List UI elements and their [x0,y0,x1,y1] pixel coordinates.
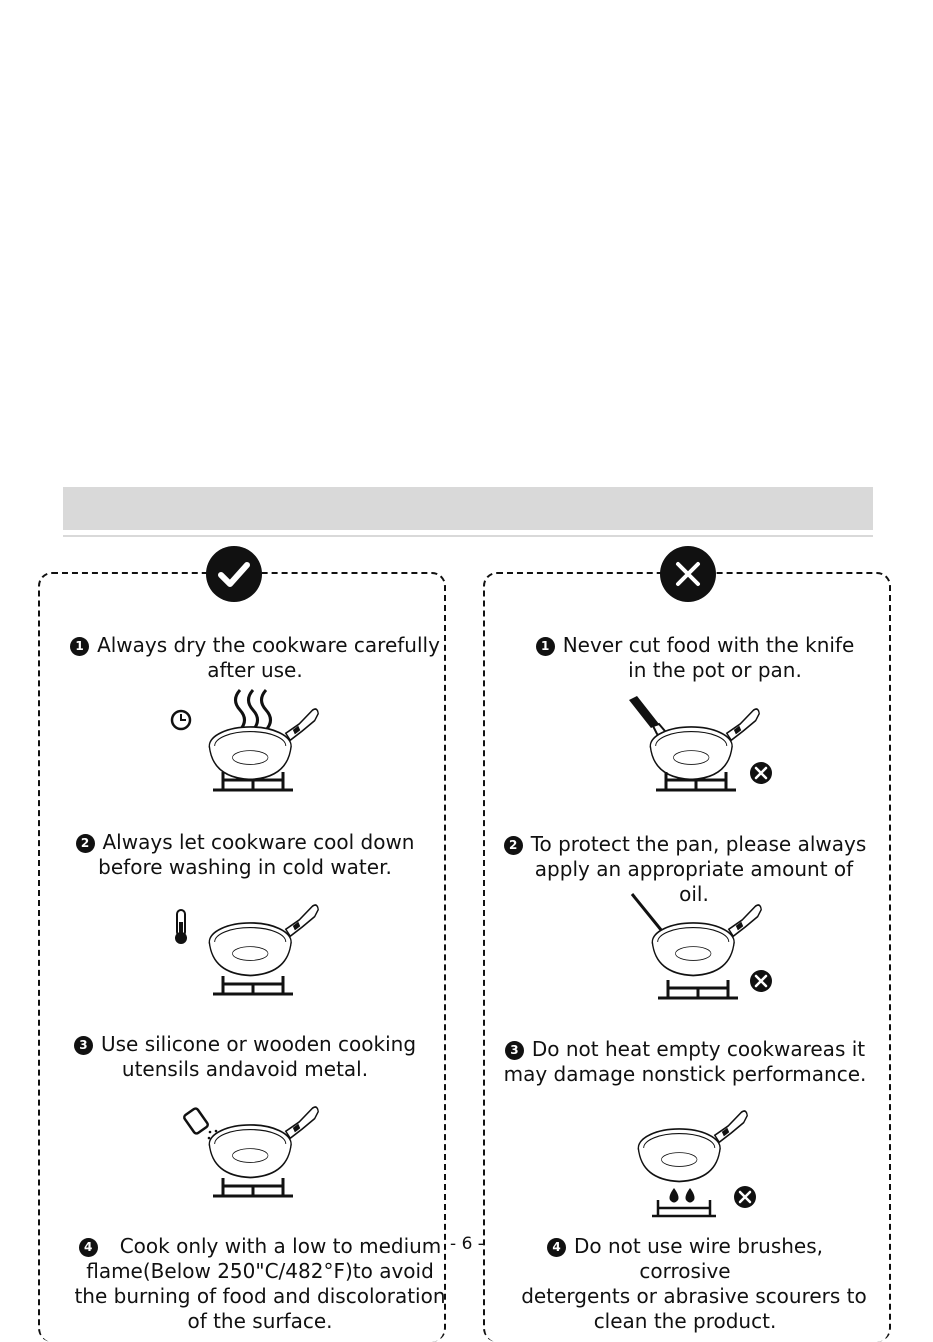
item-number-badge: 2 [504,836,523,855]
item-number-badge: 1 [70,637,89,656]
item-number-badge: 3 [505,1041,524,1060]
section-header-bar [63,487,873,530]
do-item-4: 4 Cook only with a low to medium flame(Below 250"C/482°F)to avoid the burning of food and discoloration of the surface. [74,1234,446,1333]
item-number-badge: 2 [76,834,95,853]
item-number-badge: 4 [79,1238,98,1257]
do-item-2: 2 Always let cookware cool down before washing in cold water. [55,830,435,880]
burner-illustration [646,772,746,794]
cross-icon [660,546,716,602]
burner-illustration [203,1178,303,1200]
check-icon [206,546,262,602]
do-item-1: 1 Always dry the cookware carefully after use. [60,633,450,683]
dont-item-1: 1 Never cut food with the knife in the pot or pan. [510,633,880,683]
item-number-badge: 1 [536,637,555,656]
item-number-badge: 3 [74,1036,93,1055]
dont-item-2: 2 To protect the pan, please always apply an appropriate amount of oil. [500,832,870,907]
page-number: - 6 - [450,1234,484,1254]
thermometer-icon [170,908,192,946]
burner-illustration [203,772,303,794]
burner-illustration [648,980,748,1002]
section-divider [63,535,873,537]
burner-illustration [203,976,303,998]
cross-mark-icon [750,762,772,784]
cross-mark-icon [750,970,772,992]
flame-icon [650,1186,720,1218]
do-item-3: 3 Use silicone or wooden cooking utensils andavoid metal. [55,1032,435,1082]
dont-item-4: 4 Do not use wire brushes, corrosive detergents or abrasive scourers to clean the product. [521,1234,867,1333]
item-number-badge: 4 [547,1238,566,1257]
cross-mark-icon [734,1186,756,1208]
dont-item-3: 3 Do not heat empty cookwareas it may damage nonstick performance. [503,1037,867,1086]
